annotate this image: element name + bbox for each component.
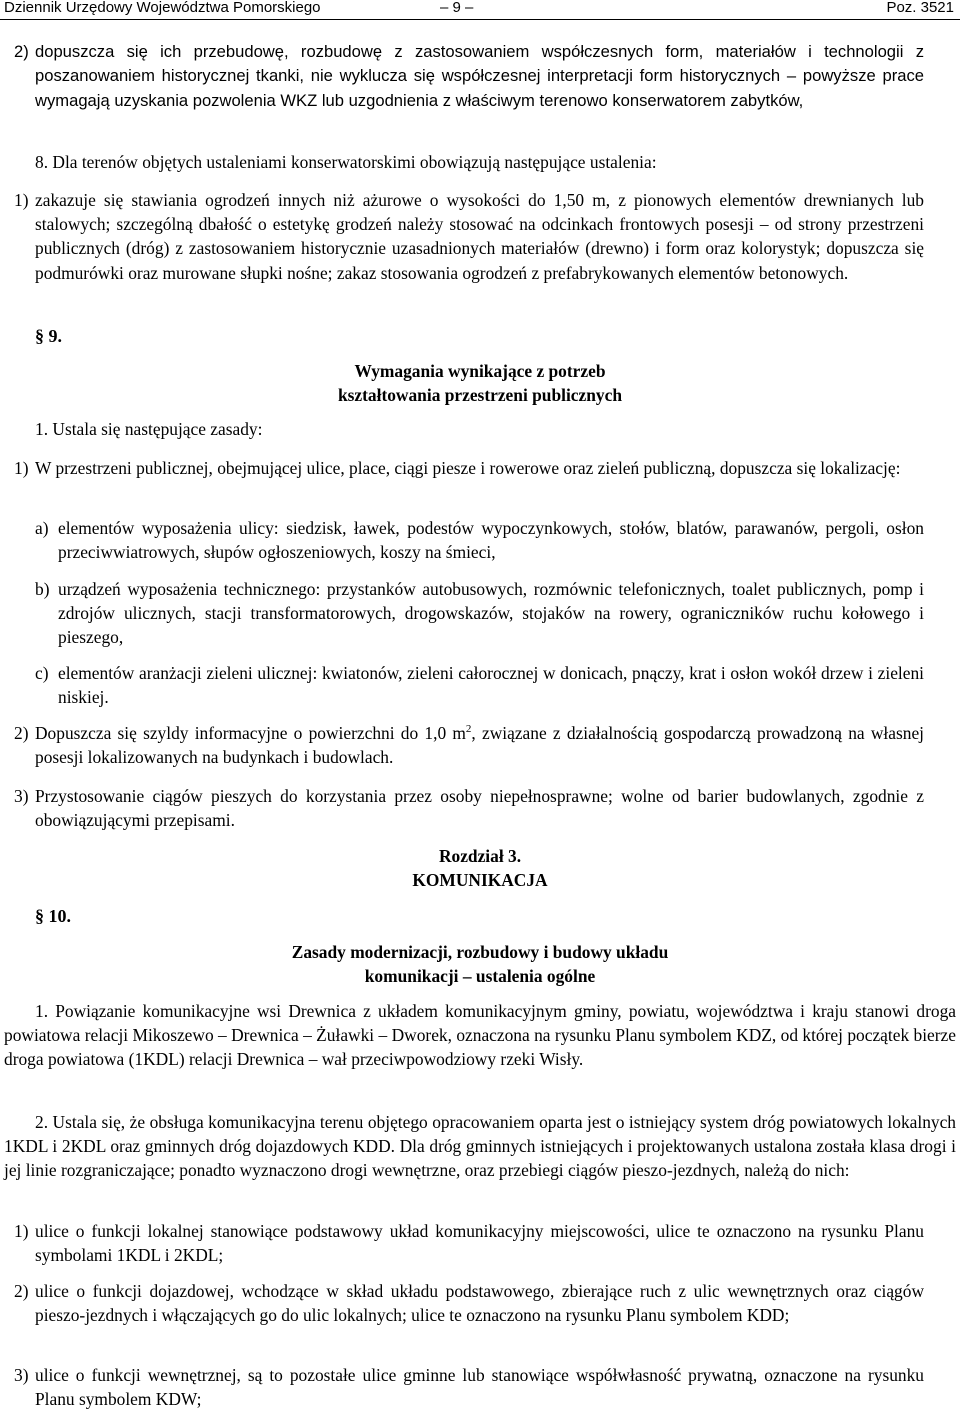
page-number: – 9 – <box>440 0 474 16</box>
list-item <box>0 40 924 113</box>
list-text: elementów wyposażenia ulicy: siedzisk, ławek, podestów wypoczynkowych, stołów, blatów, parawanów, pergoli, osłon przeciwwiatrowych, słupów ogłoszeniowych, koszy na śmieci, <box>58 518 924 563</box>
list-text: Przystosowanie ciągów pieszych do korzystania przez osoby niepełnosprawne; wolne od barier budowlanych, zgodnie z obowiązującymi przepisami. <box>35 786 924 831</box>
section-9-heading <box>300 359 660 407</box>
s9-item-1c <box>0 661 924 709</box>
s10-paragraph-1 <box>4 999 956 1072</box>
list-text: dopuszcza się ich przebudowę, rozbudowę z zastosowaniem współczesnych form, materiałów i technologii z poszanowaniem historycznej tkanki, nie wyklucza się współczesnej interpretacji form historycznych – powyższe prace wymagają uzyskania pozwolenia WKZ lub uzgodnienia z właściwym terenowo konserwatorem zabytków, <box>35 42 924 110</box>
intro-text: 1. Ustala się następujące zasady: <box>35 419 263 439</box>
list-number: 1) <box>14 458 29 478</box>
list-number: 2) <box>14 723 29 743</box>
list-item <box>0 1279 924 1327</box>
list-item <box>0 516 924 564</box>
list-item <box>0 1219 924 1267</box>
list-text-end: , związane z działalnością gospodarczą prowadzoną na własnej posesji lokalizowanych na budynkach i budowlach. <box>35 723 924 768</box>
list-text: W przestrzeni publicznej, obejmującej ulice, place, ciągi piesze i rowerowe oraz zieleń publiczną, dopuszcza się lokalizację: <box>35 458 901 478</box>
paragraph-text: 1. Powiązanie komunikacyjne wsi Drewnica z układem komunikacyjnym gminy, powiatu, województwa i kraju stanowi droga powiatowa relacji Mikoszewo – Drewnica – Żuławki – Dworek, oznaczona na rysunku Planu symbolem KDZ, od której początek bierze droga powiatowa (1KDL) relacji Drewnica – wał przeciwpowodziowy rzeki Wisły. <box>4 1001 956 1070</box>
list-number: 3) <box>14 786 29 806</box>
list-item <box>0 1363 924 1411</box>
paragraph-text: 2. Ustala się, że obsługa komunikacyjna terenu objętego opracowaniem oparta jest o istniejący system dróg powiatowych lokalnych 1KDL i 2KDL oraz gminnych dróg dojazdowych KDD. Dla dróg gminnych istniejących i projektowanych ustalona została klasa drogi i jej linie rozgraniczające; ponadto wyznaczono drogi wewnętrzne, oraz przebiegi ciągów pieszo-jezdnych, należą do nich: <box>4 1112 956 1181</box>
s9-item-1b <box>0 577 924 650</box>
heading-line: Zasady modernizacji, rozbudowy i budowy układu <box>291 942 669 962</box>
heading-line: komunikacji – ustalenia ogólne <box>364 966 596 986</box>
s10-paragraph-2 <box>4 1110 956 1183</box>
list-number: 2) <box>14 42 29 61</box>
point-8 <box>35 150 935 174</box>
list-text: urządzeń wyposażenia technicznego: przystanków autobusowych, rozmównic telefonicznych, toalet publicznych, pomp i zdrojów ulicznych, stacji transformatorowych, drogowskazów, stojaków na rowery, ograniczników ruchu kołowego i pieszego, <box>58 579 924 648</box>
list-number: 1) <box>14 190 29 210</box>
header-divider <box>0 19 960 20</box>
list-text: zakazuje się stawiania ogrodzeń innych niż ażurowe o wysokości do 1,50 m, z pionowych elementów drewnianych lub stalowych; szczególną dbałość o estetykę grodzeń należy stosować na odcinkach frontowych posesji – od strony przestrzeni publicznych (dróg) z zastosowaniem historycznie uzasadnionych materiałów (drewno) i form oraz kolorystyk; dopuszcza się podmurówki oraz murowane słupki nośne; zakaz stosowania ogrodzeń z prefabrykowanych elementów betonowych. <box>35 190 924 283</box>
position-number: Poz. 3521 <box>886 0 954 16</box>
list-number: 1) <box>14 1221 29 1241</box>
list-letter: b) <box>35 579 50 599</box>
list-number: 3) <box>14 1365 29 1385</box>
s10-item-2 <box>0 1279 924 1327</box>
s10-item-1 <box>0 1219 924 1267</box>
superscript: 2 <box>465 723 472 736</box>
list-item <box>0 661 924 709</box>
s10-item-3 <box>0 1363 924 1411</box>
s9-item-1a <box>0 516 924 564</box>
section-mark: § 10. <box>35 906 71 926</box>
list-text: elementów aranżacji zieleni ulicznej: kwiatonów, zieleni całorocznej w donicach, pnączy, krat i osłon wokół drzew i zieleni niskiej. <box>58 663 924 708</box>
journal-title: Dziennik Urzędowy Województwa Pomorskiego <box>4 0 321 16</box>
heading-line: Wymagania wynikające z potrzeb <box>354 361 606 381</box>
list-item <box>0 456 924 480</box>
list-letter: c) <box>35 663 49 683</box>
heading-line: kształtowania przestrzeni publicznych <box>337 385 623 405</box>
section-10-mark <box>35 904 71 928</box>
list-item <box>0 721 924 769</box>
list-item <box>0 188 924 285</box>
list-text-start: Dopuszcza się szyldy informacyjne o powierzchni do 1,0 m <box>35 723 466 743</box>
list-letter: a) <box>35 518 49 538</box>
chapter-title: KOMUNIKACJA <box>412 870 548 890</box>
chapter-number: Rozdział 3. <box>438 846 522 866</box>
item-2-block <box>0 40 924 113</box>
section-9-mark <box>35 324 62 348</box>
section-mark: § 9. <box>35 326 62 346</box>
point-8-text: 8. Dla terenów objętych ustaleniami konserwatorskimi obowiązują następujące ustalenia: <box>35 152 657 172</box>
point-8-item-1 <box>0 188 924 285</box>
page-header <box>0 0 960 20</box>
s9-item-1 <box>0 456 924 480</box>
s9-item-2 <box>0 721 924 769</box>
list-text: ulice o funkcji dojazdowej, wchodzące w skład układu podstawowego, zbierające ruch z ulic wewnętrznych oraz ciągów pieszo-jezdnych i włączających go do ulic lokalnych; ulice te oznaczono na rysunku Planu symbolem KDD; <box>35 1281 924 1326</box>
chapter-heading <box>330 844 630 892</box>
s9-item-3 <box>0 784 924 832</box>
list-number: 2) <box>14 1281 29 1301</box>
list-text: ulice o funkcji lokalnej stanowiące podstawowy układ komunikacyjny miejscowości, ulice te oznaczono na rysunku Planu symbolami 1KDL i 2KDL; <box>35 1221 924 1266</box>
list-item <box>0 577 924 650</box>
section-9-intro <box>35 417 262 441</box>
section-10-heading <box>200 940 760 988</box>
list-text: ulice o funkcji wewnętrznej, są to pozostałe ulice gminne lub stanowiące współwłasność prywatną, oznaczone na rysunku Planu symbolem KDW; <box>35 1365 924 1410</box>
list-item <box>0 784 924 832</box>
